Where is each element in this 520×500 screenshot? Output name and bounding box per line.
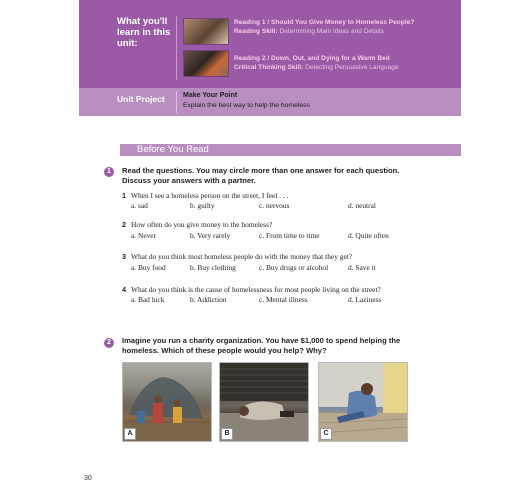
photo-b (219, 362, 309, 442)
photo-a-label: A (124, 428, 136, 440)
reading2-thumbnail (183, 50, 229, 77)
question-4 (122, 285, 381, 294)
learn-label: What you'll learn in this unit: (117, 16, 171, 49)
photo-a-scene (123, 363, 211, 441)
reading1-thumbnail (183, 18, 229, 45)
question-number: 2 (122, 220, 126, 229)
question-text: What do you think is the cause of homelessness for most people living on the street? (131, 285, 381, 294)
reading2-skill (234, 63, 399, 72)
exercise1-instruction: Read the questions. You may circle more than one answer for each question. Discuss your answers with a partner. (122, 166, 400, 185)
question-4-option-b[interactable]: b. Addiction (190, 295, 227, 304)
reading2-skill-label: Critical Thinking Skill: (234, 64, 304, 71)
photo-b-scene (220, 363, 308, 441)
photo-c-label: C (320, 428, 332, 440)
unit-project-label: Unit Project (117, 94, 165, 104)
reading2-skill-text: Detecting Persuasive Language (305, 64, 399, 71)
question-2-option-c[interactable]: c. From time to time (259, 231, 320, 240)
question-text: How often do you give money to the homeless? (131, 220, 273, 229)
question-2-option-a[interactable]: a. Never (131, 231, 157, 240)
unit-project-divider (176, 91, 177, 113)
reading1-title: Reading 1 / Should You Give Money to Homeless People? (234, 19, 415, 26)
reading2-info (234, 54, 399, 72)
question-text: What do you think most homeless people do with the money that they get? (131, 252, 353, 261)
question-1-option-b[interactable]: b. guilty (190, 201, 215, 210)
question-3-option-a[interactable]: a. Buy food (131, 263, 166, 272)
question-1-option-c[interactable]: c. nervous (259, 201, 290, 210)
question-4-option-a[interactable]: a. Bad luck (131, 295, 165, 304)
question-2 (122, 220, 272, 229)
photo-c-scene (319, 363, 407, 441)
question-2-option-b[interactable]: b. Very rarely (190, 231, 231, 240)
exercise1-number-badge: 1 (104, 167, 114, 177)
question-1-option-a[interactable]: a. sad (131, 201, 148, 210)
reading1-skill-label: Reading Skill: (234, 28, 278, 35)
question-3-option-b[interactable]: b. Buy clothing (190, 263, 236, 272)
unit-project-description: Explain the best way to help the homeless (183, 102, 310, 109)
question-1 (122, 191, 288, 200)
unit-project-title: Make Your Point (183, 92, 238, 99)
reading1-skill-text: Determining Main Ideas and Details (279, 28, 384, 35)
question-3-option-d[interactable]: d. Save it (348, 263, 376, 272)
question-number: 3 (122, 252, 126, 261)
question-3-option-c[interactable]: c. Buy drugs or alcohol (259, 263, 329, 272)
photo-a (122, 362, 212, 442)
question-2-option-d[interactable]: d. Quite often (348, 231, 389, 240)
section-title: Before You Read (137, 144, 209, 155)
question-number: 4 (122, 285, 126, 294)
reading2-title: Reading 2 / Down, Out, and Dying for a Warm Bed (234, 55, 390, 62)
question-text: When I see a homeless person on the street, I feel . . . (131, 191, 289, 200)
banner-divider (176, 16, 177, 80)
exercise2-instruction: Imagine you run a charity organization. You have $1,000 to spend helping the homeless. Which of these people would you help? Why? (122, 336, 401, 355)
page-number: 30 (84, 475, 92, 482)
reading1-skill (234, 27, 414, 36)
unit-project-bar (79, 88, 461, 116)
question-1-option-d[interactable]: d. neutral (348, 201, 376, 210)
photo-c (318, 362, 408, 442)
section-header (120, 144, 461, 156)
question-3 (122, 252, 352, 261)
question-4-option-c[interactable]: c. Mental illness (259, 295, 308, 304)
question-number: 1 (122, 191, 126, 200)
reading1-info (234, 18, 414, 36)
exercise2-number-badge: 2 (104, 338, 114, 348)
question-4-option-d[interactable]: d. Laziness (348, 295, 382, 304)
photo-b-label: B (221, 428, 233, 440)
